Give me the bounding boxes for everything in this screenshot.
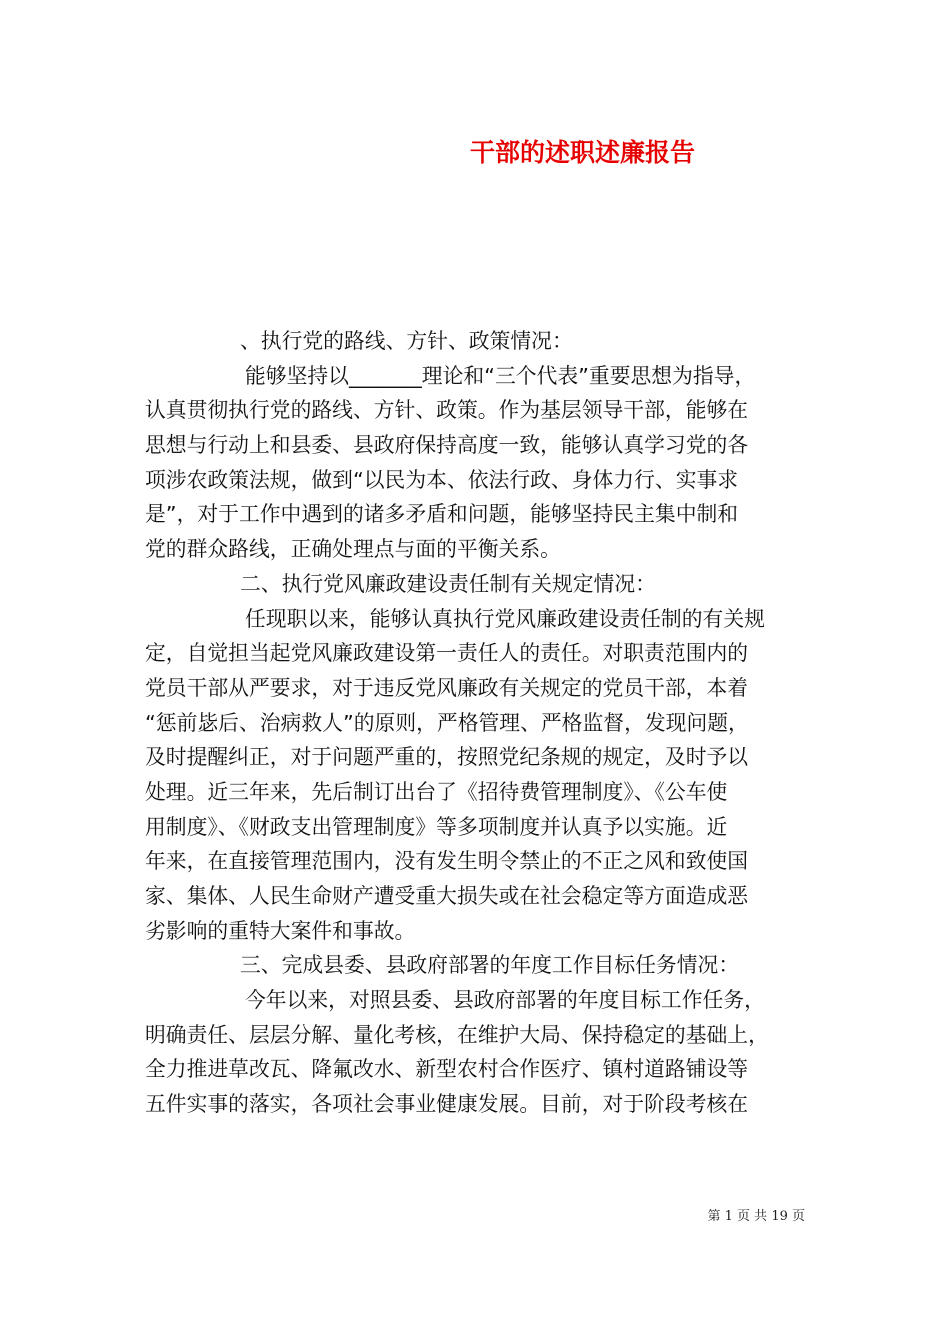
paragraph-line: 劣影响的重特大案件和事故。 [145,918,416,943]
paragraph-line: 五件实事的落实，各项社会事业健康发展。目前，对于阶段考核在 [145,1092,749,1117]
section-heading: 二、执行党风廉政建设责任制有关规定情况： [240,571,656,596]
paragraph-line: 定，自觉担当起党风廉政建设第一责任人的责任。对职责范围内的 [145,641,749,666]
paragraph-line: 任现职以来，能够认真执行党风廉政建设责任制的有关规 [245,606,765,631]
paragraph-line: 党员干部从严要求，对于违反党风廉政有关规定的党员干部，本着 [145,675,749,700]
paragraph-line: 年来，在直接管理范围内，没有发生明令禁止的不正之风和致使国 [145,849,749,874]
paragraph-line: 能够坚持以_______理论和“三个代表”重要思想为指导， [245,363,756,388]
paragraph-line: 今年以来，对照县委、县政府部署的年度目标工作任务， [245,988,765,1013]
paragraph-line: 是”，对于工作中遇到的诸多矛盾和问题，能够坚持民主集中制和 [145,502,739,527]
paragraph-line: “惩前毖后、治病救人”的原则，严格管理、严格监督，发现问题， [145,710,749,735]
page-number: 第 1 页 共 19 页 [707,1209,805,1224]
paragraph-line: 用制度》、《财政支出管理制度》等多项制度并认真予以实施。近 [145,814,728,839]
paragraph-line: 认真贯彻执行党的路线、方针、政策。作为基层领导干部，能够在 [145,398,749,423]
paragraph-line: 及时提醒纠正，对于问题严重的，按照党纪条规的规定，及时予以 [145,745,749,770]
section-heading: 三、完成县委、县政府部署的年度工作目标任务情况： [240,953,740,978]
document-body [145,324,805,1122]
document-title: 干部的述职述廉报告 [470,138,696,167]
paragraph-line: 处理。近三年来，先后制订出台了《招待费管理制度》、《公车使 [145,779,728,804]
section-heading: 、执行党的路线、方针、政策情况： [240,329,573,353]
paragraph-line: 家、集体、人民生命财产遭受重大损失或在社会稳定等方面造成恶 [145,884,749,908]
paragraph-line: 党的群众路线，正确处理点与面的平衡关系。 [145,537,561,562]
paragraph-line: 思想与行动上和县委、县政府保持高度一致，能够认真学习党的各 [145,433,749,458]
paragraph-line: 全力推进草改瓦、降氟改水、新型农村合作医疗、镇村道路铺设等 [145,1057,749,1082]
paragraph-line: 明确责任、层层分解、量化考核，在维护大局、保持稳定的基础上， [145,1022,769,1047]
paragraph-line: 项涉农政策法规，做到“以民为本、依法行政、身体力行、实事求 [145,467,739,492]
